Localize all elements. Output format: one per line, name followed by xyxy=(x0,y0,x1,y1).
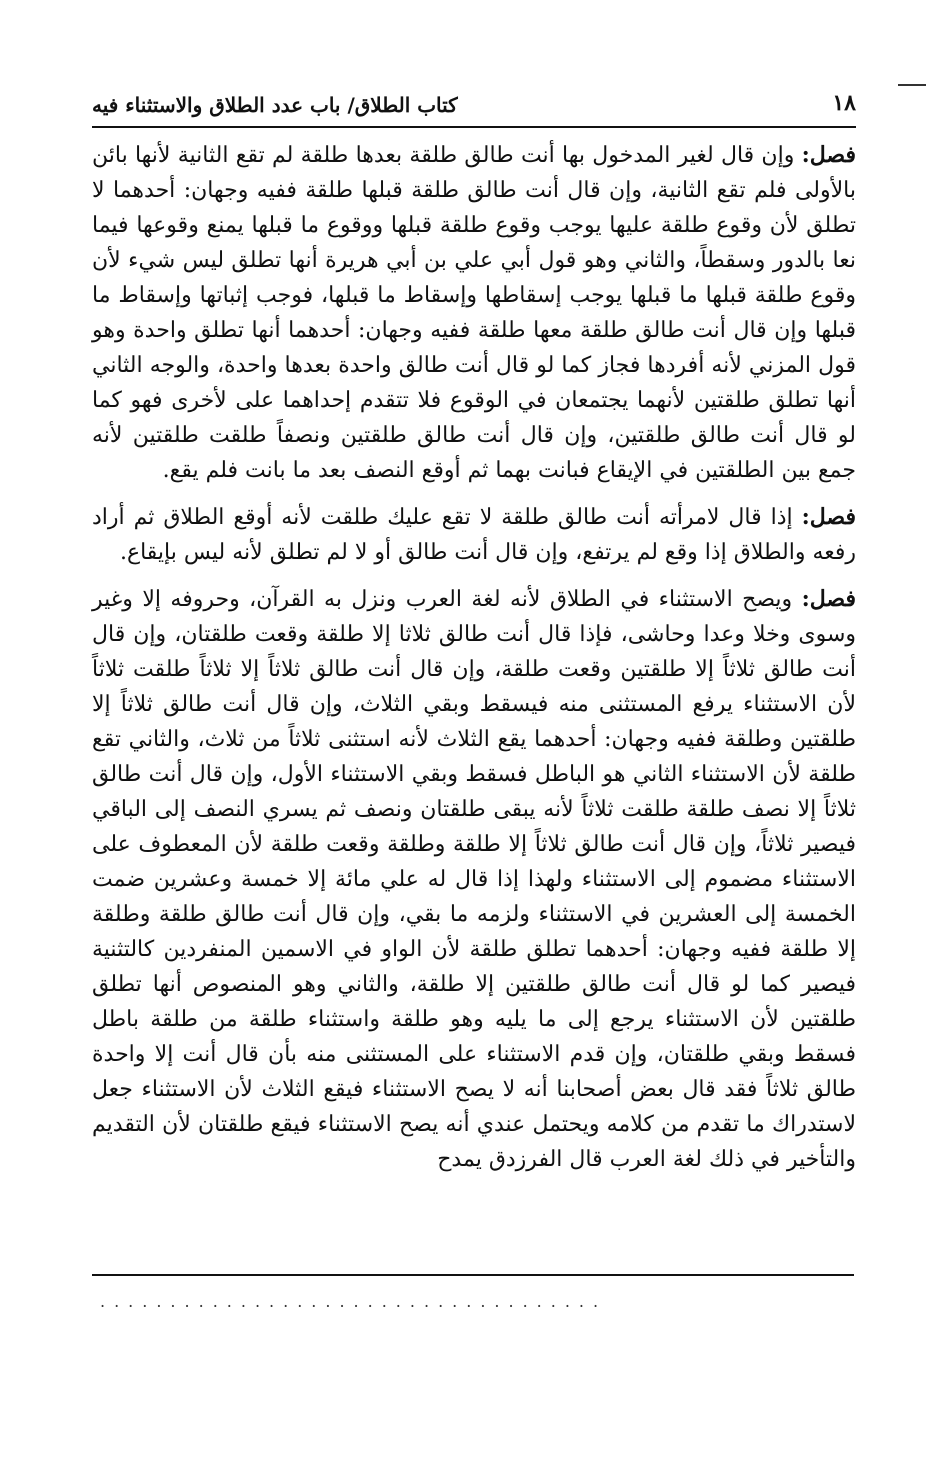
page-header xyxy=(92,86,856,126)
page-number: ١٨ xyxy=(832,90,856,116)
paragraph xyxy=(92,582,856,1177)
paragraph-text: إذا قال لامرأته أنت طالق طلقة لا تقع عليك طلقت لأنه أوقع الطلاق ثم أراد رفعه والطلاق إذا وقع لم يرتفع، وإن قال أنت طالق أو لا لم تطلق لأنه ليس بإيقاع. xyxy=(92,505,856,565)
corner-mark xyxy=(898,84,926,86)
section-label: فصل: xyxy=(801,504,856,530)
paragraph-text: ويصح الاستثناء في الطلاق لأنه لغة العرب ونزل به القرآن، وحروفه إلا وغير وسوى وخلا وعدا وحاشى، فإذا قال أنت طالق ثلاثا إلا طلقة وقعت طلقتان، وإن قال أنت طالق ثلاثاً إلا طلقتين وقعت طلقة، وإن قال أنت طالق ثلاثاً إلا ثلاثاً طلقت ثلاثاً لأن الاستثناء يرفع المستثنى منه فيسقط وبقي الثلاث، وإن قال أنت طالق ثلاثاً إلا طلقتين وطلقة ففيه وجهان: أحدهما يقع الثلاث لأنه استثنى ثلاثاً من ثلاث، والثاني تقع طلقة لأن الاستثناء الثاني هو الباطل فسقط وبقي الاستثناء الأول، وإن قال أنت طالق ثلاثاً إلا نصف طلقة طلقت ثلاثاً لأنه يبقى طلقتان ونصف ثم يسري النصف إلى الباقي فيصير ثلاثاً، وإن قال أنت طالق ثلاثاً إلا طلقة وطلقة وقعت طلقة لأن المعطوف على الاستثناء مضموم إلى الاستثناء ولهذا إذا قال له علي مائة إلا خمسة وعشرين ضمت الخمسة إلى العشرين في الاستثناء ولزمه ما بقي، وإن قال أنت طالق طلقة وطلقة إلا طلقة ففيه وجهان: أحدهما تطلق طلقة لأن الواو في الاسمين المنفردين كالتثنية فيصير كما لو قال أنت طالق طلقتين إلا طلقة، والثاني وهو المنصوص أنها تطلق طلقتين لأن الاستثناء يرجع إلى ما يليه وهو طلقة واستثناء طلقة من طلقة باطل فسقط وبقي طلقتان، وإن قدم الاستثناء على المستثنى منه بأن قال أنت إلا واحدة طالق ثلاثاً فقد قال بعض أصحابنا أنه لا يصح الاستثناء فيقع الثلاث لأن الاستثناء جعل لاستدراك ما تقدم من كلامه ويحتمل عندي أنه يصح الاستثناء فيقع طلقتان لأن التقديم والتأخير في ذلك لغة العرب قال الفرزدق يمدح xyxy=(92,587,856,1172)
running-title: كتاب الطلاق/ باب عدد الطلاق والاستثناء فيه xyxy=(92,93,458,117)
section-label: فصل: xyxy=(801,142,856,168)
header-rule xyxy=(92,126,856,128)
paragraph xyxy=(92,138,856,488)
paragraph-text: وإن قال لغير المدخول بها أنت طالق طلقة بعدها طلقة لم تقع الثانية لأنها بائن بالأولى فلم تقع الثانية، وإن قال أنت طالق طلقة قبلها طلقة ففيه وجهان: أحدهما لا تطلق لأن وقوع طلقة عليها يوجب وقوع طلقة قبلها ووقوع ما قبلها يمنع وقوعها فيما نعا بالدور وسقطاً، والثاني وهو قول أبي علي بن أبي هريرة أنها تطلق ليس شيء لأن وقوع طلقة قبلها ما قبلها يوجب إسقاطها وإسقاط ما قبلها، فوجب إثباتها وإسقاط ما قبلها وإن قال أنت طالق طلقة معها طلقة ففيه وجهان: أحدهما أنها تطلق واحدة وهو قول المزني لأنه أفردها فجاز كما لو قال أنت طالق واحدة بعدها واحدة، والوجه الثاني أنها تطلق طلقتين لأنهما يجتمعان في الوقوع فلا تتقدم إحداهما على لأخرى فهو كما لو قال أنت طالق طلقتين، وإن قال أنت طالق طلقتين ونصفاً طلقت طلقتين لأنه جمع بين الطلقتين في الإيقاع فبانت بهما ثم أوقع النصف بعد ما بانت فلم يقع. xyxy=(92,143,856,483)
footnote-dots: .................................... xyxy=(100,1292,608,1311)
section-label: فصل: xyxy=(801,586,856,612)
paragraph xyxy=(92,500,856,570)
footnote-rule xyxy=(92,1274,854,1276)
body-text xyxy=(92,138,856,1189)
